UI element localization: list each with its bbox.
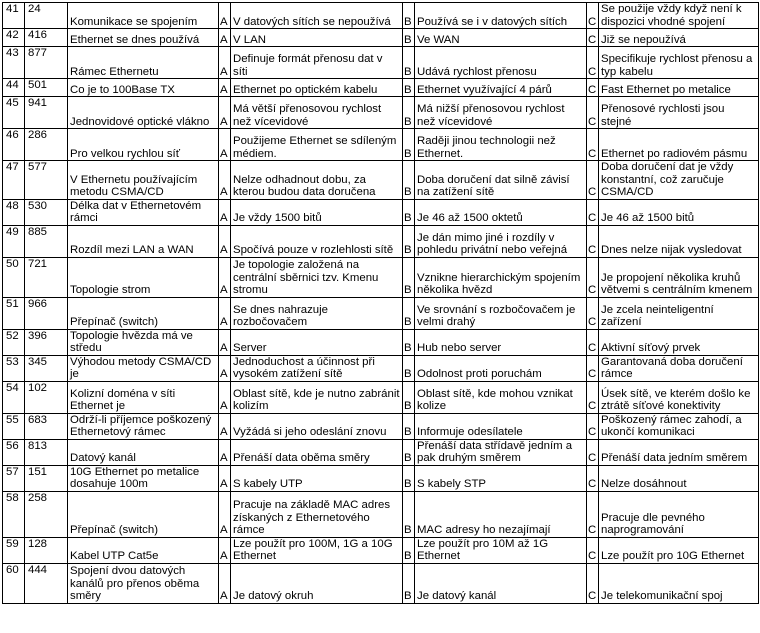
question-id: 128 <box>25 537 68 563</box>
question-number: 60 <box>3 563 25 603</box>
option-b-text: Udává rychlost přenosu <box>415 47 587 79</box>
option-letter-c: C <box>587 199 599 225</box>
option-letter-b: B <box>403 129 415 161</box>
question-number: 54 <box>3 381 25 413</box>
option-c-text: Dnes nelze nijak vysledovat <box>599 225 759 257</box>
question-row <box>3 297 759 329</box>
question-row <box>3 225 759 257</box>
question-number: 47 <box>3 161 25 200</box>
option-letter-a: A <box>219 225 231 257</box>
option-b-text: Je dán mimo jiné i rozdíly v pohledu privátní nebo veřejná <box>415 225 587 257</box>
option-b-text: Hub nebo server <box>415 329 587 355</box>
question-row <box>3 563 759 603</box>
option-letter-a: A <box>219 3 231 29</box>
question-number: 56 <box>3 439 25 465</box>
option-b-text: S kabely STP <box>415 465 587 491</box>
question-number: 51 <box>3 297 25 329</box>
option-letter-a: A <box>219 129 231 161</box>
question-id: 721 <box>25 257 68 297</box>
option-a-text: Definuje formát přenosu dat v síti <box>231 47 403 79</box>
question-id: 501 <box>25 79 68 97</box>
question-row <box>3 413 759 439</box>
question-row <box>3 29 759 47</box>
question-row <box>3 79 759 97</box>
question-number: 50 <box>3 257 25 297</box>
option-letter-a: A <box>219 161 231 200</box>
option-b-text: Ve WAN <box>415 29 587 47</box>
question-number: 59 <box>3 537 25 563</box>
question-row <box>3 491 759 537</box>
option-letter-c: C <box>587 225 599 257</box>
option-c-text: Poškozený rámec zahodí, a ukončí komunikaci <box>599 413 759 439</box>
question-number: 53 <box>3 355 25 381</box>
question-number: 42 <box>3 29 25 47</box>
option-c-text: Úsek sítě, ve kterém došlo ke ztrátě síťové konektivity <box>599 381 759 413</box>
option-letter-b: B <box>403 439 415 465</box>
option-letter-a: A <box>219 47 231 79</box>
option-letter-b: B <box>403 537 415 563</box>
question-text: V Ethernetu používajícím metodu CSMA/CD <box>68 161 219 200</box>
option-letter-b: B <box>403 79 415 97</box>
option-b-text: Je datový kanál <box>415 563 587 603</box>
option-a-text: Spočívá pouze v rozlehlosti sítě <box>231 225 403 257</box>
option-a-text: S kabely UTP <box>231 465 403 491</box>
option-letter-c: C <box>587 439 599 465</box>
question-row <box>3 3 759 29</box>
question-text: Co je to 100Base TX <box>68 79 219 97</box>
option-a-text: Je topologie založená na centrální sběrnici tzv. Kmenu stromu <box>231 257 403 297</box>
option-a-text: Má větší přenosovou rychlost než vícevidové <box>231 97 403 129</box>
option-a-text: Ethernet po optickém kabelu <box>231 79 403 97</box>
option-a-text: Nelze odhadnout dobu, za kterou budou data doručena <box>231 161 403 200</box>
question-row <box>3 537 759 563</box>
option-c-text: Doba doručení dat je vždy konstantní, což zaručuje CSMA/CD <box>599 161 759 200</box>
option-c-text: Aktivní síťový prvek <box>599 329 759 355</box>
question-id: 258 <box>25 491 68 537</box>
option-letter-b: B <box>403 491 415 537</box>
option-b-text: Vznikne hierarchickým spojením několika hvězd <box>415 257 587 297</box>
option-b-text: Používá se i v datových sítích <box>415 3 587 29</box>
option-c-text: Nelze dosáhnout <box>599 465 759 491</box>
question-row <box>3 47 759 79</box>
question-number: 49 <box>3 225 25 257</box>
question-text: Přepínač (switch) <box>68 491 219 537</box>
option-letter-b: B <box>403 3 415 29</box>
option-b-text: MAC adresy ho nezajímají <box>415 491 587 537</box>
question-text: Jednovidové optické vlákno <box>68 97 219 129</box>
option-letter-a: A <box>219 439 231 465</box>
question-row <box>3 465 759 491</box>
question-text: Délka dat v Ethernetovém rámci <box>68 199 219 225</box>
option-letter-c: C <box>587 3 599 29</box>
option-letter-c: C <box>587 297 599 329</box>
question-id: 345 <box>25 355 68 381</box>
option-a-text: Se dnes nahrazuje rozbočovačem <box>231 297 403 329</box>
option-c-text: Je telekomunikační spoj <box>599 563 759 603</box>
question-text: Spojení dvou datových kanálů pro přenos oběma směry <box>68 563 219 603</box>
option-a-text: Lze použít pro 100M, 1G a 10G Ethernet <box>231 537 403 563</box>
option-letter-c: C <box>587 465 599 491</box>
option-letter-a: A <box>219 29 231 47</box>
question-number: 45 <box>3 97 25 129</box>
question-number: 58 <box>3 491 25 537</box>
option-a-text: V datových sítích se nepoužívá <box>231 3 403 29</box>
option-c-text: Se použije vždy když není k dispozici vhodné spojení <box>599 3 759 29</box>
question-id: 683 <box>25 413 68 439</box>
question-text: Održí-li příjemce poškozený Ethernetový rámec <box>68 413 219 439</box>
option-letter-b: B <box>403 257 415 297</box>
question-number: 43 <box>3 47 25 79</box>
option-c-text: Ethernet po radiovém pásmu <box>599 129 759 161</box>
question-number: 41 <box>3 3 25 29</box>
question-id: 813 <box>25 439 68 465</box>
option-letter-c: C <box>587 381 599 413</box>
question-id: 416 <box>25 29 68 47</box>
question-row <box>3 257 759 297</box>
question-text: Topologie hvězda má ve středu <box>68 329 219 355</box>
option-letter-b: B <box>403 29 415 47</box>
question-id: 102 <box>25 381 68 413</box>
option-letter-b: B <box>403 47 415 79</box>
option-letter-c: C <box>587 161 599 200</box>
option-letter-a: A <box>219 297 231 329</box>
question-number: 48 <box>3 199 25 225</box>
option-a-text: Přenáší data oběma směry <box>231 439 403 465</box>
question-id: 396 <box>25 329 68 355</box>
option-b-text: Je 46 až 1500 oktetů <box>415 199 587 225</box>
option-letter-a: A <box>219 257 231 297</box>
question-id: 530 <box>25 199 68 225</box>
option-b-text: Ve srovnání s rozbočovačem je velmi drahý <box>415 297 587 329</box>
question-table <box>2 2 759 604</box>
option-b-text: Oblast sítě, kde mohou vznikat kolize <box>415 381 587 413</box>
option-letter-a: A <box>219 413 231 439</box>
option-c-text: Specifikuje rychlost přenosu a typ kabelu <box>599 47 759 79</box>
option-letter-a: A <box>219 465 231 491</box>
question-text: Rámec Ethernetu <box>68 47 219 79</box>
option-letter-a: A <box>219 491 231 537</box>
option-letter-c: C <box>587 129 599 161</box>
option-letter-a: A <box>219 199 231 225</box>
option-letter-c: C <box>587 329 599 355</box>
option-letter-a: A <box>219 97 231 129</box>
option-c-text: Pracuje dle pevného naprogramování <box>599 491 759 537</box>
option-letter-c: C <box>587 257 599 297</box>
question-id: 577 <box>25 161 68 200</box>
question-text: Pro velkou rychlou síť <box>68 129 219 161</box>
question-number: 57 <box>3 465 25 491</box>
option-b-text: Odolnost proti poruchám <box>415 355 587 381</box>
option-a-text: Server <box>231 329 403 355</box>
question-text: Výhodou metody CSMA/CD je <box>68 355 219 381</box>
option-c-text: Lze použít pro 10G Ethernet <box>599 537 759 563</box>
option-c-text: Přenáší data jedním směrem <box>599 439 759 465</box>
option-b-text: Doba doručení dat silně závisí na zatížení sítě <box>415 161 587 200</box>
question-row <box>3 97 759 129</box>
question-id: 286 <box>25 129 68 161</box>
option-letter-a: A <box>219 79 231 97</box>
option-c-text: Již se nepoužívá <box>599 29 759 47</box>
option-letter-c: C <box>587 355 599 381</box>
option-letter-c: C <box>587 491 599 537</box>
question-id: 24 <box>25 3 68 29</box>
option-letter-b: B <box>403 563 415 603</box>
option-letter-b: B <box>403 355 415 381</box>
question-number: 55 <box>3 413 25 439</box>
option-a-text: Je vždy 1500 bitů <box>231 199 403 225</box>
question-row <box>3 439 759 465</box>
option-c-text: Je propojení několika kruhů větvemi s centrálním kmenem <box>599 257 759 297</box>
option-letter-b: B <box>403 381 415 413</box>
question-text: 10G Ethernet po metalice dosahuje 100m <box>68 465 219 491</box>
option-b-text: Má nižší přenosovou rychlost než vícevidové <box>415 97 587 129</box>
option-c-text: Garantovaná doba doručení rámce <box>599 355 759 381</box>
question-number: 44 <box>3 79 25 97</box>
question-number: 46 <box>3 129 25 161</box>
option-a-text: Oblast sítě, kde je nutno zabránit kolizím <box>231 381 403 413</box>
option-letter-c: C <box>587 413 599 439</box>
question-id: 444 <box>25 563 68 603</box>
option-letter-a: A <box>219 381 231 413</box>
option-a-text: Je datový okruh <box>231 563 403 603</box>
option-b-text: Lze použít pro 10M až 1G Ethernet <box>415 537 587 563</box>
option-a-text: V LAN <box>231 29 403 47</box>
option-letter-b: B <box>403 329 415 355</box>
quiz-sheet <box>2 2 759 604</box>
question-row <box>3 129 759 161</box>
option-b-text: Ethernet využívající 4 párů <box>415 79 587 97</box>
option-letter-c: C <box>587 79 599 97</box>
option-letter-a: A <box>219 537 231 563</box>
option-c-text: Fast Ethernet po metalice <box>599 79 759 97</box>
option-c-text: Přenosové rychlosti jsou stejné <box>599 97 759 129</box>
question-row <box>3 355 759 381</box>
option-letter-c: C <box>587 47 599 79</box>
option-letter-c: C <box>587 537 599 563</box>
option-a-text: Jednoduchost a účinnost při vysokém zatížení sítě <box>231 355 403 381</box>
option-letter-c: C <box>587 29 599 47</box>
question-text: Topologie strom <box>68 257 219 297</box>
option-letter-b: B <box>403 225 415 257</box>
question-text: Přepínač (switch) <box>68 297 219 329</box>
option-letter-b: B <box>403 297 415 329</box>
option-letter-b: B <box>403 97 415 129</box>
question-id: 966 <box>25 297 68 329</box>
question-text: Rozdíl mezi LAN a WAN <box>68 225 219 257</box>
option-letter-b: B <box>403 161 415 200</box>
option-b-text: Informuje odesílatele <box>415 413 587 439</box>
option-c-text: Je zcela neinteligentní zařízení <box>599 297 759 329</box>
option-letter-b: B <box>403 413 415 439</box>
question-id: 885 <box>25 225 68 257</box>
option-a-text: Vyžádá si jeho odeslání znovu <box>231 413 403 439</box>
question-row <box>3 381 759 413</box>
option-letter-c: C <box>587 97 599 129</box>
question-text: Kabel UTP Cat5e <box>68 537 219 563</box>
option-a-text: Použijeme Ethernet se sdíleným médiem. <box>231 129 403 161</box>
option-a-text: Pracuje na základě MAC adres získaných z Ethernetového rámce <box>231 491 403 537</box>
option-letter-a: A <box>219 563 231 603</box>
question-row <box>3 161 759 200</box>
question-id: 877 <box>25 47 68 79</box>
question-row <box>3 329 759 355</box>
option-letter-a: A <box>219 329 231 355</box>
option-letter-b: B <box>403 465 415 491</box>
question-number: 52 <box>3 329 25 355</box>
question-id: 151 <box>25 465 68 491</box>
question-id: 941 <box>25 97 68 129</box>
question-text: Komunikace se spojením <box>68 3 219 29</box>
option-letter-c: C <box>587 563 599 603</box>
option-c-text: Je 46 až 1500 bitů <box>599 199 759 225</box>
question-text: Datový kanál <box>68 439 219 465</box>
option-b-text: Raději jinou technologii než Ethernet. <box>415 129 587 161</box>
question-row <box>3 199 759 225</box>
question-text: Ethernet se dnes používá <box>68 29 219 47</box>
option-b-text: Přenáší data střídavě jedním a pak druhým směrem <box>415 439 587 465</box>
option-letter-a: A <box>219 355 231 381</box>
option-letter-b: B <box>403 199 415 225</box>
question-text: Kolizní doména v síti Ethernet je <box>68 381 219 413</box>
